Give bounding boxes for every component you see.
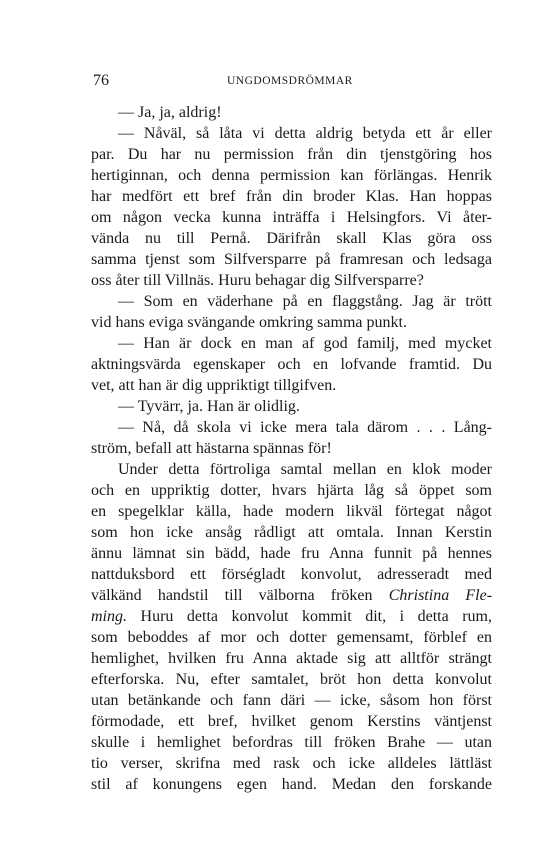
text-line	[91, 144, 492, 165]
text-line	[91, 333, 492, 354]
text-line	[91, 711, 492, 732]
text-line	[91, 543, 492, 564]
text-line	[91, 522, 492, 543]
text-line	[91, 354, 492, 375]
line-text: om någon vecka kunna inträffa i Helsingfors. Vi åter-	[91, 209, 492, 226]
line-text: har medfört ett bref från din broder Klas. Han hoppas	[91, 188, 492, 205]
body-text	[91, 102, 492, 795]
text-line	[91, 774, 492, 795]
line-text: en spegelklar källa, hade modern likväl förtegat något	[91, 503, 492, 520]
line-text: efterforska. Nu, efter samtalet, bröt hon detta konvolut	[91, 671, 492, 688]
text-line	[91, 186, 492, 207]
text-line	[91, 165, 492, 186]
text-line	[91, 564, 492, 585]
line-text: vända nu till Pernå. Därifrån skall Klas göra oss	[91, 230, 492, 247]
line-text: — Tyvärr, ja. Han är olidlig.	[118, 398, 300, 415]
line-text: som beboddes af mor och dotter gemensamt, förblef en	[91, 629, 492, 646]
text-line	[91, 396, 492, 417]
text-line	[91, 606, 492, 627]
text-line	[91, 417, 492, 438]
line-text: — Nå, då skola vi icke mera tala därom . . . Lång-	[118, 419, 492, 436]
italic-text: Christina Fle-	[388, 587, 493, 604]
text-line	[91, 207, 492, 228]
text-line	[91, 102, 492, 123]
text-line	[91, 585, 492, 606]
line-text: par. Du har nu permission från din tjenstgöring hos	[91, 146, 492, 163]
line-text: och en uppriktig dotter, hvars hjärta låg så öppet som	[91, 482, 492, 499]
line-text: vid hans eviga svängande omkring samma punkt.	[91, 314, 407, 331]
text-line	[91, 375, 492, 396]
line-text: stil af konungens egen hand. Medan den forskande	[91, 776, 492, 793]
text-line	[91, 627, 492, 648]
text-line	[91, 123, 492, 144]
text-line	[91, 732, 492, 753]
text-line	[91, 312, 492, 333]
text-line	[91, 669, 492, 690]
line-text: Under detta förtroliga samtal mellan en klok moder	[118, 461, 492, 478]
line-text: välkänd handstil till välborna fröken	[91, 587, 373, 604]
line-text: som hon icke ansåg rådligt att omtala. Innan Kerstin	[91, 524, 492, 541]
page-number: 76	[93, 72, 109, 89]
line-text: nattduksbord ett förségladt konvolut, adresseradt med	[91, 566, 492, 583]
running-head	[93, 72, 493, 92]
line-text: hertiginnan, och denna permission kan förlängas. Henrik	[91, 167, 492, 184]
line-text: utan betänkande och fann däri — icke, såsom hon först	[91, 692, 492, 709]
line-text: ännu lämnat sin bädd, hade fru Anna funnit på hennes	[91, 545, 492, 562]
line-text: tio verser, skrifna med rask och icke alldeles lättläst	[91, 755, 492, 772]
line-text: — Ja, ja, aldrig!	[118, 104, 222, 121]
line-text: förmodade, ett bref, hvilket genom Kerstins väntjenst	[91, 713, 492, 730]
italic-text: ming.	[91, 608, 127, 625]
line-text: skulle i hemlighet befordras till fröken Brahe — utan	[91, 734, 492, 751]
text-line	[91, 228, 492, 249]
line-text: — Som en väderhane på en flaggstång. Jag är trött	[118, 293, 492, 310]
line-text: hemlighet, hvilken fru Anna aktade sig att alltför strängt	[91, 650, 492, 667]
text-line	[91, 501, 492, 522]
text-line	[91, 648, 492, 669]
line-text: — Nåväl, så låta vi detta aldrig betyda ett år eller	[118, 125, 492, 142]
text-line	[91, 480, 492, 501]
line-text: aktningsvärda egenskaper och en lofvande framtid. Du	[91, 356, 492, 373]
text-line	[91, 270, 492, 291]
line-text: Huru detta konvolut kommit dit, i detta rum,	[127, 608, 492, 625]
text-line	[91, 459, 492, 480]
text-line	[91, 690, 492, 711]
line-text: samma tjenst som Silfversparre på framresan och ledsaga	[91, 251, 492, 268]
running-title: UNGDOMSDRÖMMAR	[227, 75, 353, 87]
text-line	[91, 438, 492, 459]
text-line	[91, 249, 492, 270]
line-text: ström, befall att hästarna spännas för!	[91, 440, 332, 457]
text-line	[91, 291, 492, 312]
line-text: oss åter till Villnäs. Huru behagar dig Silfversparre?	[91, 272, 424, 289]
line-text: — Han är dock en man af god familj, med mycket	[118, 335, 492, 352]
text-line	[91, 753, 492, 774]
line-text: vet, att han är dig uppriktigt tillgifven.	[91, 377, 337, 394]
